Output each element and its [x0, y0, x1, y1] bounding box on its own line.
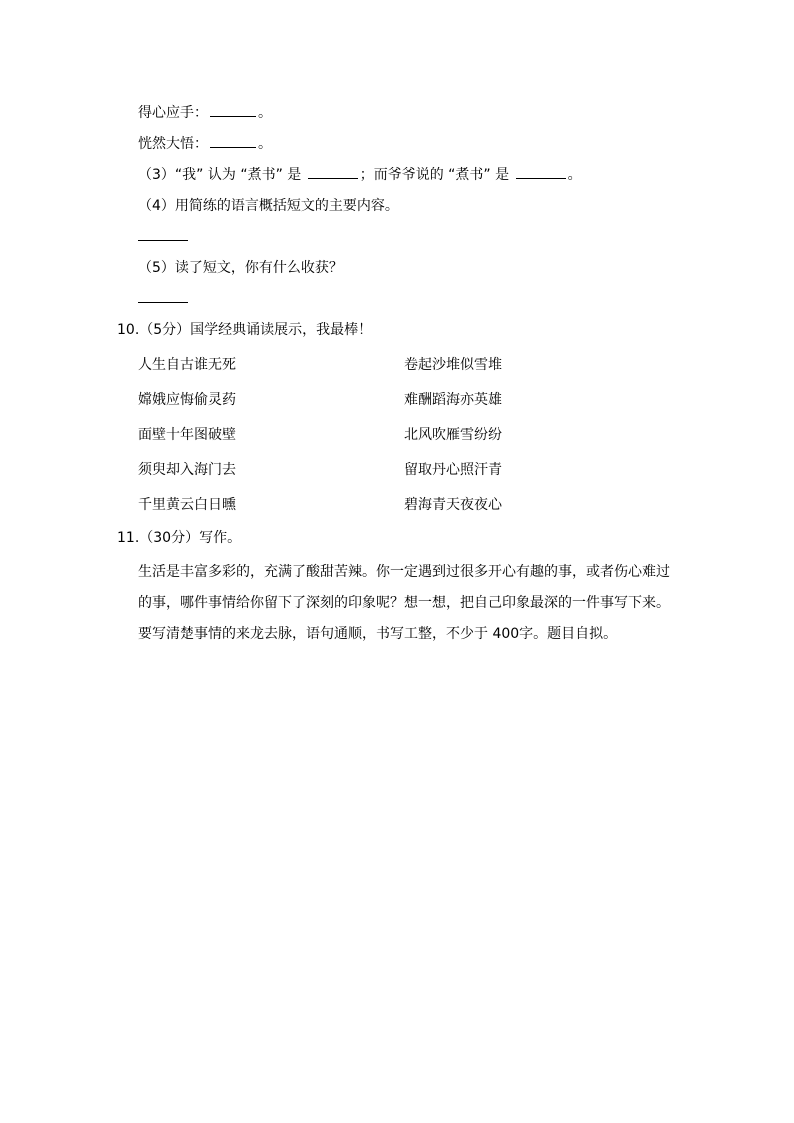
- poem-line-right[interactable]: 留取丹心照汗青: [404, 462, 502, 478]
- question-5: （5）读了短文，你有什么收获？: [138, 260, 343, 276]
- question-10-heading: 10.（5分）国学经典诵读展示，我最棒！: [117, 322, 373, 338]
- poem-line-left[interactable]: 人生自古谁无死: [138, 357, 236, 373]
- prompt-line: 的事，哪件事情给你留下了深刻的印象呢？想一想，把自己印象最深的一件事写下来。: [138, 595, 670, 611]
- idiom-term: 得心应手：: [138, 105, 208, 121]
- poem-line-left[interactable]: 嫦娥应悔偷灵药: [138, 392, 236, 408]
- answer-blank[interactable]: [210, 134, 256, 148]
- question-4-answer[interactable]: [138, 227, 188, 247]
- idiom-line-2: 恍然大悟： 。: [138, 136, 272, 152]
- answer-blank[interactable]: [308, 165, 358, 179]
- idiom-line-1: 得心应手： 。: [138, 105, 272, 121]
- answer-blank[interactable]: [138, 289, 188, 303]
- poem-line-right[interactable]: 难酬蹈海亦英雄: [404, 392, 502, 408]
- poem-line-right[interactable]: 北风吹雁雪纷纷: [404, 427, 502, 443]
- poem-line-right[interactable]: 卷起沙堆似雪堆: [404, 357, 502, 373]
- question-4: （4）用简练的语言概括短文的主要内容。: [138, 198, 399, 214]
- answer-blank[interactable]: [138, 227, 188, 241]
- question-11-heading: 11.（30分）写作。: [117, 530, 242, 546]
- poem-line-left[interactable]: 须臾却入海门去: [138, 462, 236, 478]
- poem-line-right[interactable]: 碧海青天夜夜心: [404, 497, 502, 513]
- prompt-line: 要写清楚事情的来龙去脉，语句通顺，书写工整，不少于 400字。题目自拟。: [138, 626, 618, 642]
- question-3: （3）“我” 认为 “煮书” 是 ；而爷爷说的 “煮书” 是 。: [138, 167, 582, 183]
- writing-prompt: [138, 557, 670, 650]
- question-5-answer[interactable]: [138, 289, 188, 309]
- prompt-line: 生活是丰富多彩的，充满了酸甜苦辣。你一定遇到过很多开心有趣的事，或者伤心难过: [138, 564, 670, 580]
- answer-blank[interactable]: [516, 165, 566, 179]
- poem-line-left[interactable]: 千里黄云白日曛: [138, 497, 236, 513]
- answer-blank[interactable]: [210, 103, 256, 117]
- idiom-term: 恍然大悟：: [138, 136, 208, 152]
- poem-line-left[interactable]: 面壁十年图破壁: [138, 427, 236, 443]
